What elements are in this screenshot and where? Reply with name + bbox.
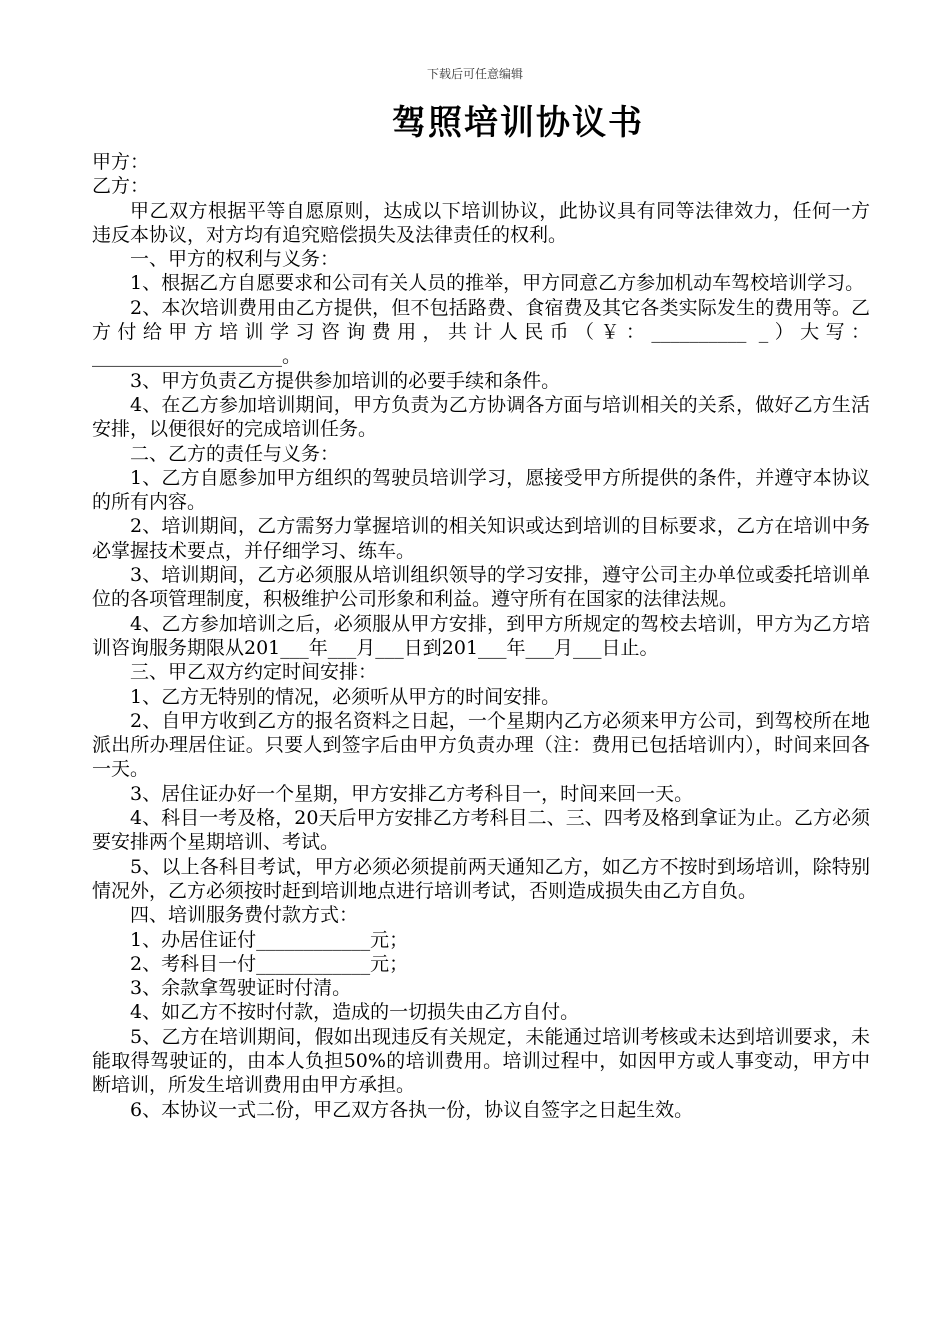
paragraph: 5、以上各科目考试，甲方必须必须提前两天通知乙方，如乙方不按时到场培训，除特别情况外，乙方必须按时赶到培训地点进行培训考试，否则造成损失由乙方自负。	[92, 855, 870, 902]
header-note: 下载后可任意编辑	[426, 67, 523, 81]
paragraph: 3、居住证办好一个星期，甲方安排乙方考科目一，时间来回一天。	[130, 782, 694, 805]
paragraph: 2、考科目一付____________元；	[130, 952, 409, 975]
paragraph: 6、本协议一式二份，甲乙双方各执一份，协议自签字之日起生效。	[130, 1098, 694, 1121]
paragraph: 甲乙双方根据平等自愿原则，达成以下培训协议，此协议具有同等法律效力，任何一方违反本协议，对方均有追究赔偿损失及法律责任的权利。	[92, 199, 870, 246]
paragraph: 4、科目一考及格，20天后甲方安排乙方考科目二、三、四考及格到拿证为止。乙方必须要安排两个星期培训、考试。	[92, 807, 870, 854]
paragraph: 2、本次培训费用由乙方提供，但不包括路费、食宿费及其它各类实际发生的费用等。乙方付给甲方培训学习咨询费用，共计人民币（￥：__________ _）大写：____________________。	[92, 296, 870, 368]
paragraph: 5、乙方在培训期间，假如出现违反有关规定，未能通过培训考核或未达到培训要求，未能取得驾驶证的，由本人负担50%的培训费用。培训过程中，如因甲方或人事变动，甲方中断培训，所发生培训费用由甲方承担。	[92, 1025, 870, 1097]
paragraph: 一、甲方的权利与义务：	[130, 248, 340, 271]
paragraph: 4、乙方参加培训之后，必须服从甲方安排，到甲方所规定的驾校去培训，甲方为乙方培训咨询服务期限从201___年___月___日到201___年___月___日止。	[92, 612, 870, 659]
paragraph: 2、自甲方收到乙方的报名资料之日起，一个星期内乙方必须来甲方公司，到驾校所在地派出所办理居住证。只要人到签字后由甲方负责办理（注：费用已包括培训内），时间来回各一天。	[92, 709, 870, 781]
paragraph: 四、培训服务费付款方式：	[130, 904, 359, 927]
paragraph: 三、甲乙双方约定时间安排：	[130, 661, 378, 684]
paragraph: 3、培训期间，乙方必须服从培训组织领导的学习安排，遵守公司主办单位或委托培训单位的各项管理制度，积极维护公司形象和利益。遵守所有在国家的法律法规。	[92, 564, 870, 611]
paragraph: 1、乙方自愿参加甲方组织的驾驶员培训学习，愿接受甲方所提供的条件，并遵守本协议的所有内容。	[92, 466, 870, 514]
paragraph: 4、在乙方参加培训期间，甲方负责为乙方协调各方面与培训相关的关系，做好乙方生活安排，以便很好的完成培训任务。	[92, 393, 870, 441]
document-title: 驾照培训协议书	[392, 103, 644, 143]
paragraph: 1、乙方无特别的情况，必须听从甲方的时间安排。	[130, 685, 561, 708]
paragraph: 4、如乙方不按时付款，造成的一切损失由乙方自付。	[130, 1001, 580, 1024]
paragraph: 1、办居住证付____________元；	[130, 928, 409, 951]
paragraph: 甲方：	[92, 151, 150, 173]
paragraph: 2、培训期间，乙方需努力掌握培训的相关知识或达到培训的目标要求，乙方在培训中务必掌握技术要点，并仔细学习、练车。	[92, 515, 870, 562]
paragraph: 3、甲方负责乙方提供参加培训的必要手续和条件。	[130, 369, 561, 392]
paragraph: 1、根据乙方自愿要求和公司有关人员的推举，甲方同意乙方参加机动车驾校培训学习。	[130, 272, 865, 295]
paragraph: 二、乙方的责任与义务：	[130, 442, 340, 465]
document-body	[92, 150, 870, 1122]
paragraph: 乙方：	[92, 175, 150, 198]
paragraph: 3、余款拿驾驶证时付清。	[130, 977, 352, 1000]
